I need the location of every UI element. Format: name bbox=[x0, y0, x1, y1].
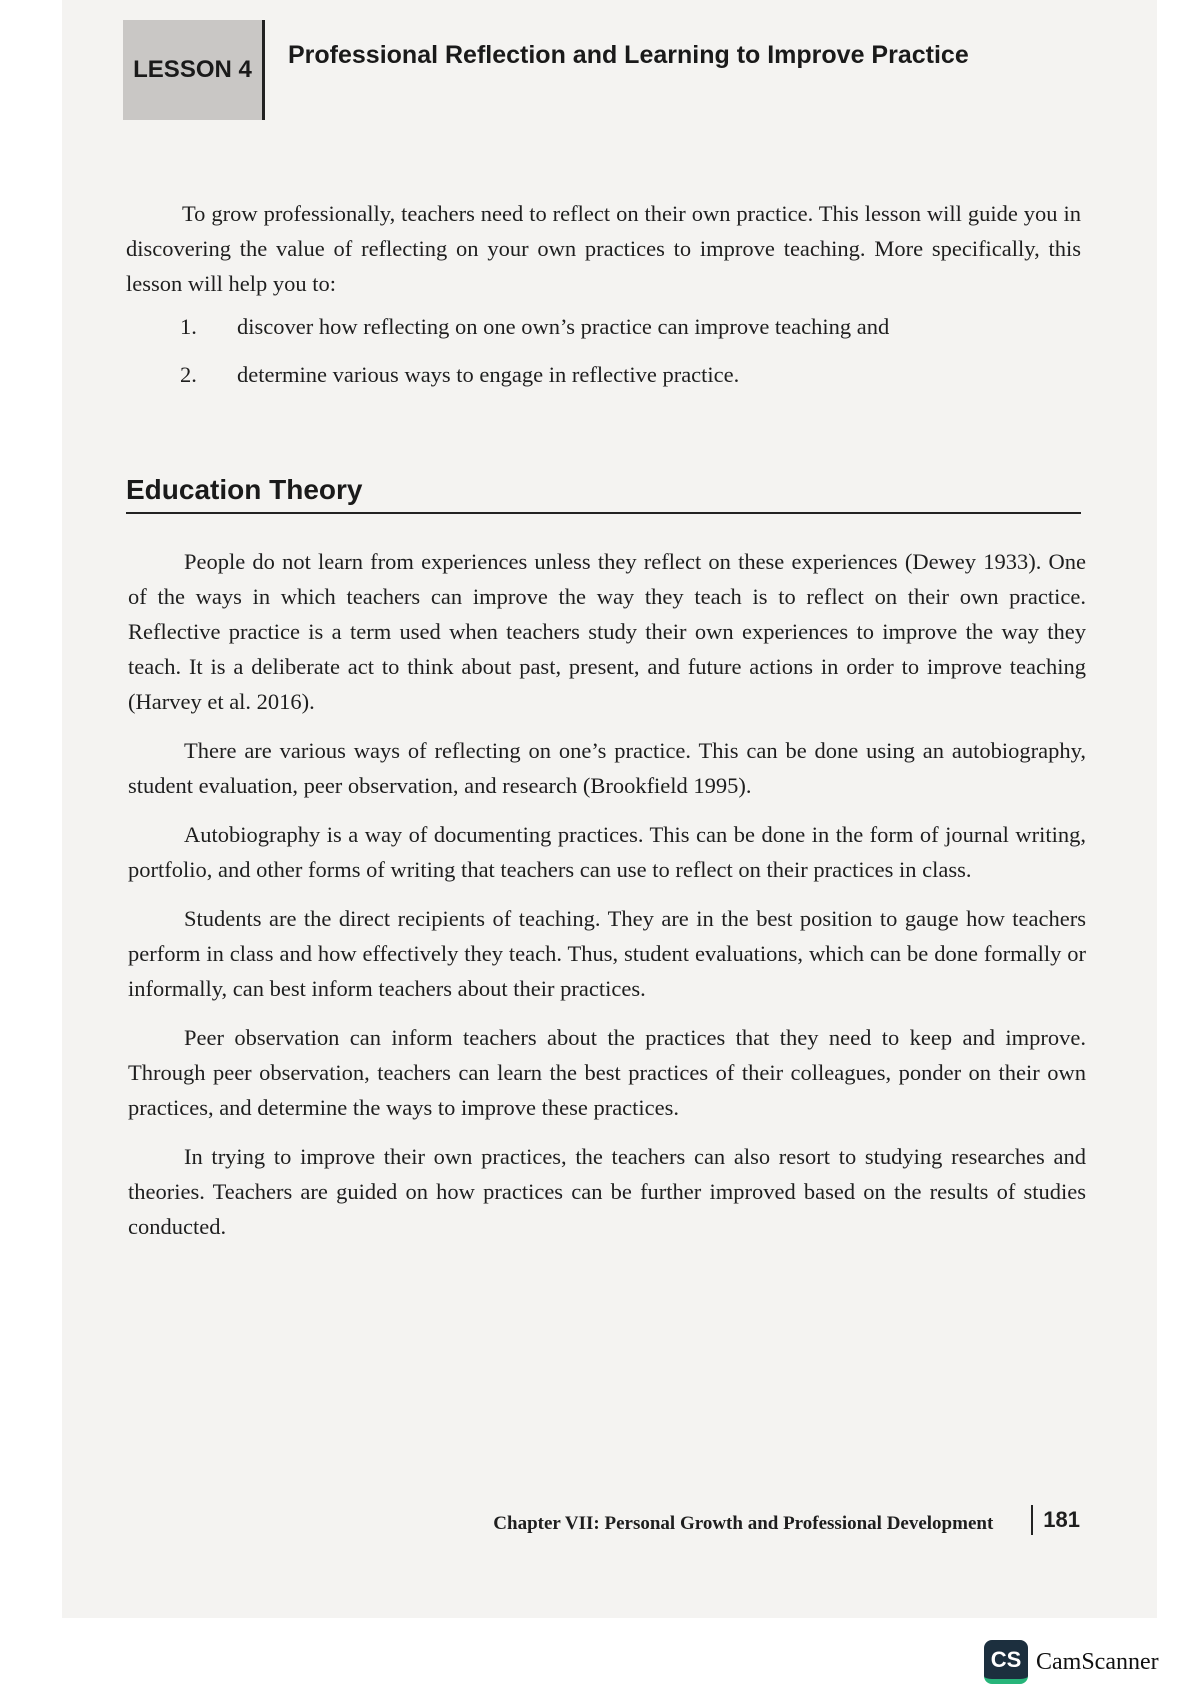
camscanner-name: CamScanner bbox=[1036, 1648, 1159, 1675]
theory-paragraph: Students are the direct recipients of teaching. They are in the best position to gauge how teachers perform in class and how effectively they teach. Thus, student evaluations, which can be done formally or informally, can best inform teachers about their practices. bbox=[128, 906, 1086, 1001]
objective-item bbox=[126, 362, 1081, 410]
footer-chapter: Chapter VII: Personal Growth and Professional Development bbox=[493, 1513, 994, 1534]
theory-paragraph: Autobiography is a way of documenting practices. This can be done in the form of journal writing, portfolio, and other forms of writing that teachers can use to reflect on their practices in class. bbox=[128, 822, 1086, 882]
lesson-badge-label: LESSON 4 bbox=[133, 56, 252, 83]
scanner-watermark bbox=[984, 1640, 1159, 1684]
objectives-list bbox=[126, 314, 1081, 410]
theory-paragraph: There are various ways of reflecting on one’s practice. This can be done using an autobiography, student evaluation, peer observation, and research (Brookfield 1995). bbox=[128, 738, 1086, 798]
objective-text: discover how reflecting on one own’s practice can improve teaching and bbox=[237, 314, 890, 339]
lesson-badge bbox=[123, 20, 265, 120]
theory-paragraph: Peer observation can inform teachers about the practices that they need to keep and improve. Through peer observation, teachers can learn the best practices of their colleagues, ponder on their own practices, and determine the ways to improve these practices. bbox=[128, 1025, 1086, 1120]
objective-text: determine various ways to engage in reflective practice. bbox=[237, 362, 740, 387]
theory-paragraph: People do not learn from experiences unless they reflect on these experiences (Dewey 1933). One of the ways in which teachers can improve the way they teach is to reflect on their own practice. Reflective practice is a term used when teachers study their own experiences to improve the way they teach. It is a deliberate act to think about past, present, and future actions in order to improve teaching (Harvey et al. 2016). bbox=[128, 549, 1086, 714]
page-number: 181 bbox=[1031, 1505, 1080, 1535]
lesson-title: Professional Reflection and Learning to Improve Practice bbox=[288, 41, 969, 69]
objective-number: 2. bbox=[180, 362, 197, 387]
intro-paragraph: To grow professionally, teachers need to reflect on their own practice. This lesson will guide you in discovering the value of reflecting on your own practices to improve teaching. More specifically, this lesson will help you to: bbox=[126, 201, 1081, 296]
intro-section bbox=[126, 196, 1081, 301]
theory-paragraph: In trying to improve their own practices, the teachers can also resort to studying researches and theories. Teachers are guided on how practices can be further improved based on the results of studies conducted. bbox=[128, 1144, 1086, 1239]
page-footer bbox=[470, 1505, 1080, 1535]
camscanner-logo-icon: CS bbox=[984, 1640, 1028, 1684]
objective-item bbox=[126, 314, 1081, 362]
theory-body bbox=[128, 544, 1086, 1258]
section-heading: Education Theory bbox=[126, 474, 1081, 514]
objective-number: 1. bbox=[180, 314, 197, 339]
